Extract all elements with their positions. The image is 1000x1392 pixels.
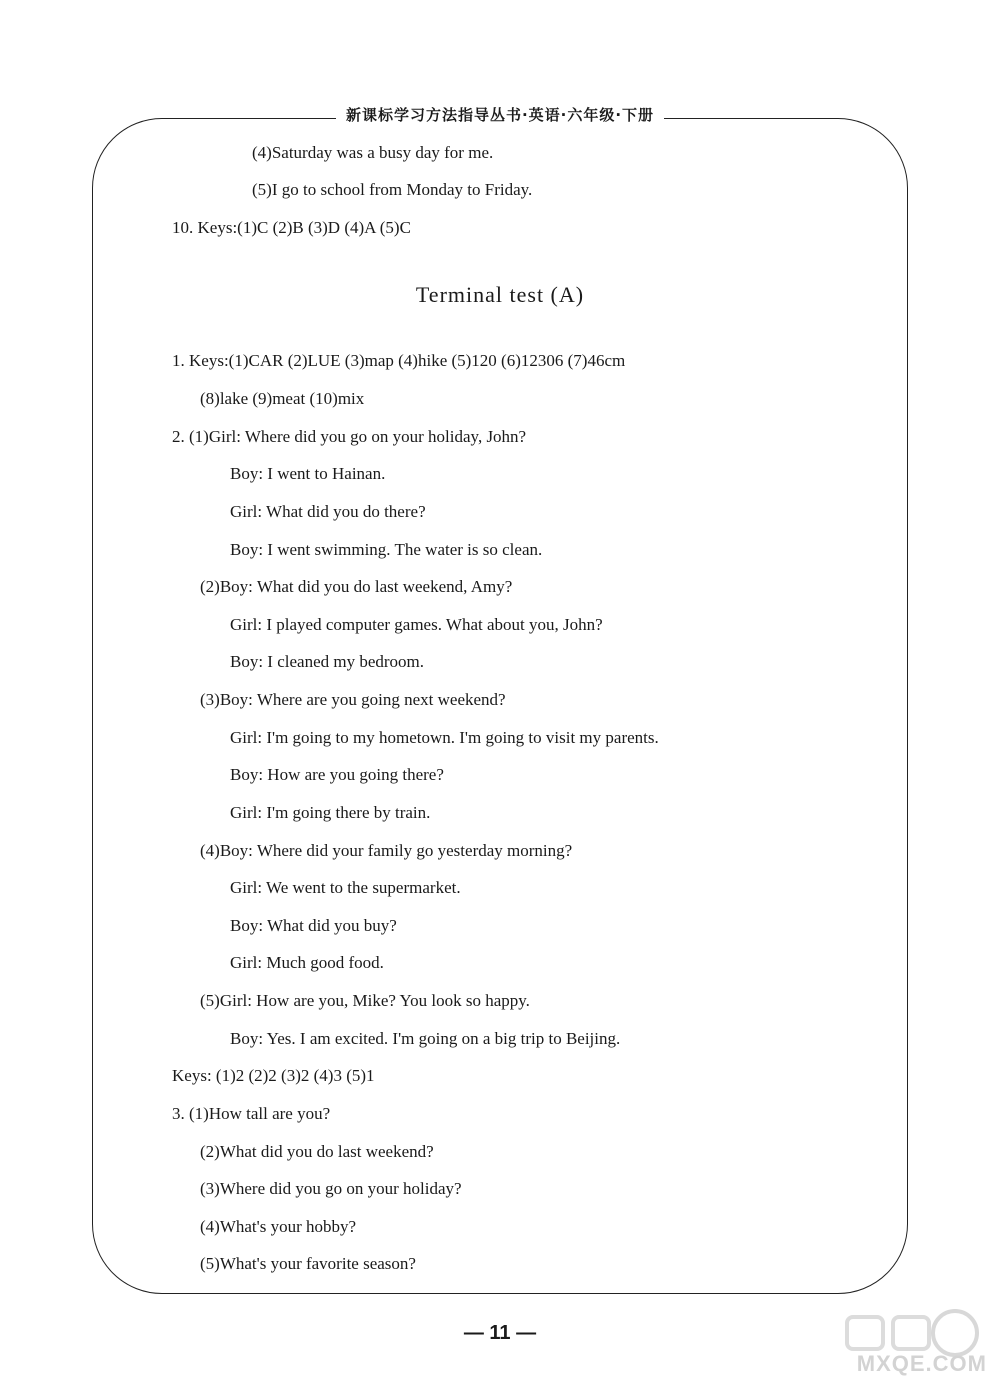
answer-line: (4)Saturday was a busy day for me. <box>252 143 494 162</box>
answer-line: (5)What's your favorite season? <box>200 1254 416 1273</box>
book-header <box>0 104 1000 128</box>
answer-line: (8)lake (9)meat (10)mix <box>200 389 365 408</box>
answer-line: Boy: What did you buy? <box>230 916 397 935</box>
answer-line: 10. Keys:(1)C (2)B (3)D (4)A (5)C <box>172 218 411 237</box>
answer-line: (2)What did you do last weekend? <box>200 1142 434 1161</box>
answer-line: Keys: (1)2 (2)2 (3)2 (4)3 (5)1 <box>172 1066 375 1085</box>
answer-line: 3. (1)How tall are you? <box>172 1104 331 1123</box>
answer-line: Boy: I went swimming. The water is so clean. <box>230 540 543 559</box>
answer-line: (4)What's your hobby? <box>200 1217 357 1236</box>
watermark-logo <box>835 1305 995 1385</box>
answer-line: (4)Boy: Where did your family go yesterday morning? <box>200 841 573 860</box>
answer-line: (2)Boy: What did you do last weekend, Amy? <box>200 577 513 596</box>
answer-line: Girl: I played computer games. What about you, John? <box>230 615 603 634</box>
answer-line: 1. Keys:(1)CAR (2)LUE (3)map (4)hike (5)120 (6)12306 (7)46cm <box>172 351 626 370</box>
answer-line: Girl: I'm going there by train. <box>230 803 431 822</box>
answer-line: Girl: I'm going to my hometown. I'm going to visit my parents. <box>230 728 659 747</box>
answer-line: Girl: What did you do there? <box>230 502 426 521</box>
answer-line: (3)Where did you go on your holiday? <box>200 1179 462 1198</box>
answer-line: Boy: Yes. I am excited. I'm going on a big trip to Beijing. <box>230 1029 621 1048</box>
answer-line: Boy: I went to Hainan. <box>230 464 386 483</box>
answer-line: Boy: How are you going there? <box>230 765 444 784</box>
answer-line: 2. (1)Girl: Where did you go on your holiday, John? <box>172 427 527 446</box>
page-number: — 11 — <box>463 1322 537 1344</box>
answer-line: (3)Boy: Where are you going next weekend? <box>200 690 506 709</box>
answer-line: Girl: Much good food. <box>230 953 384 972</box>
section-title: Terminal test (A) <box>415 282 585 307</box>
watermark-text: MXQE.COM <box>856 1351 987 1376</box>
answer-line: (5)Girl: How are you, Mike? You look so happy. <box>200 991 530 1010</box>
answer-line: Girl: We went to the supermarket. <box>230 878 461 897</box>
book-header-title: 新课标学习方法指导丛书·英语·六年级·下册 <box>336 104 664 128</box>
answer-line: (5)I go to school from Monday to Friday. <box>252 180 533 199</box>
answer-line: Boy: I cleaned my bedroom. <box>230 652 425 671</box>
